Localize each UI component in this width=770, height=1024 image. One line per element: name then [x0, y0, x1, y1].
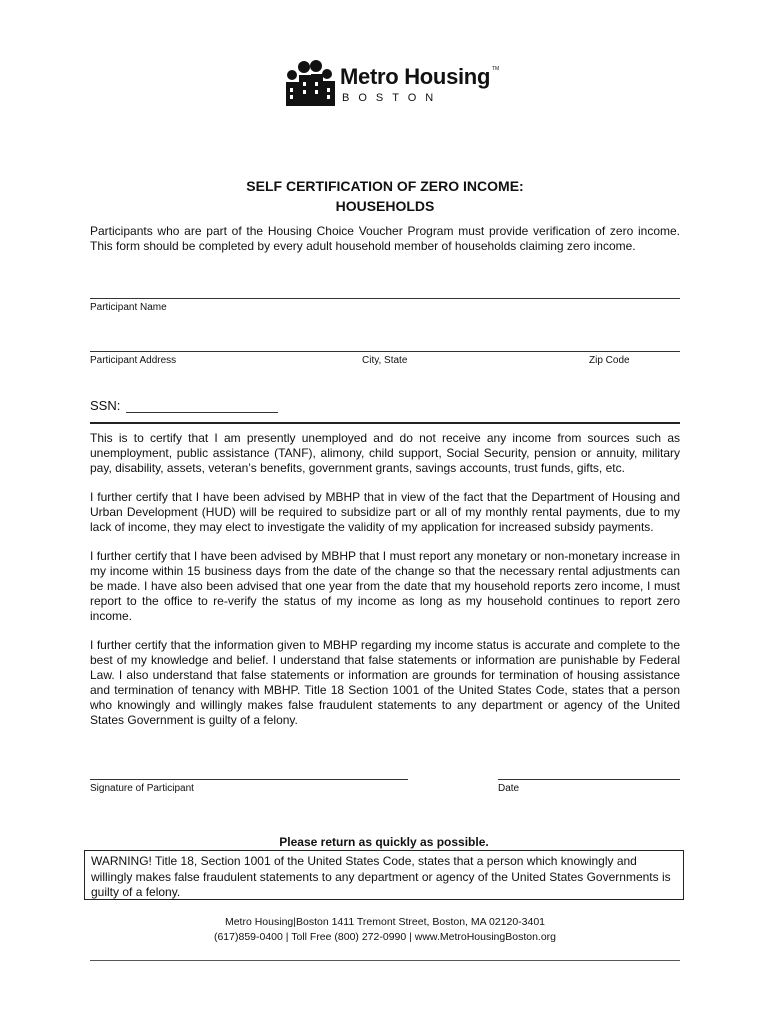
ssn-field[interactable]	[126, 399, 278, 413]
logo-trademark: TM	[492, 66, 500, 72]
zip-code-label: Zip Code	[589, 355, 630, 366]
signature-field[interactable]	[90, 779, 408, 780]
intro-text: Participants who are part of the Housing Choice Voucher Program must provide verification of zero income. This form should be completed by every adult household member of households claiming zero income.	[90, 224, 680, 254]
houses-people-icon	[284, 60, 336, 108]
certification-paragraph-2: I further certify that I have been advised by MBHP that in view of the fact that the Department of Housing and Urban Development (HUD) will be required to subsidize part or all of my monthly rental payments, due to my lack of income, they may elect to investigate the validity of my application for increased subsidy payments.	[90, 490, 680, 535]
participant-address-label: Participant Address	[90, 355, 177, 366]
date-label: Date	[498, 783, 520, 794]
footer-contact: (617)859-0400 | Toll Free (800) 272-0990 | www.MetroHousingBoston.org	[213, 931, 557, 943]
certification-paragraph-1: This is to certify that I am presently unemployed and do not receive any income from sources such as unemployment, public assistance (TANF), alimony, child support, Social Security, pension or annuity, military pay, disability, assets, veteran’s benefits, government grants, savings accounts, trust funds, gifts, etc.	[90, 431, 680, 476]
form-title-line1: SELF CERTIFICATION OF ZERO INCOME:	[246, 178, 524, 194]
date-field[interactable]	[498, 779, 680, 780]
participant-name-field[interactable]	[90, 298, 680, 299]
ssn-label: SSN:	[90, 398, 121, 413]
city-state-label: City, State	[362, 355, 408, 366]
section-divider	[90, 422, 680, 424]
footer-address: Metro Housing|Boston 1411 Tremont Street, Boston, MA 02120-3401	[224, 916, 546, 928]
certification-paragraph-4: I further certify that the information given to MBHP regarding my income status is accurate and complete to the best of my knowledge and belief. I understand that false statements or information are punishable by Federal Law. I also understand that false statements or information are grounds for termination of housing assistance and termination of tenancy with MBHP. Title 18 Section 1001 of the United States Code, states that a person who knowingly and willingly makes false fraudulent statements to any department or agency of the United States Government is guilty of a felony.	[90, 638, 680, 728]
footer-divider	[90, 960, 680, 961]
certification-paragraph-3: I further certify that I have been advised by MBHP that I must report any monetary or non-monetary increase in my income within 15 business days from the date of the change so that the necessary rental adjustments can be made. I have also been advised that one year from the date that my household reports zero income, I must report to the office to re-verify the status of my income as long as my household continues to report zero income.	[90, 549, 680, 624]
participant-name-label: Participant Name	[90, 302, 167, 313]
logo-subtitle: BOSTON	[342, 92, 443, 104]
return-note: Please return as quickly as possible.	[279, 835, 489, 849]
logo-title: Metro Housing	[340, 64, 491, 89]
form-title-line2: HOUSEHOLDS	[335, 198, 435, 214]
warning-box: WARNING! Title 18, Section 1001 of the United States Code, states that a person which knowingly and willingly makes false fraudulent statements to any department or agency of the United States Governments is guilty of a felony.	[84, 850, 684, 900]
signature-label: Signature of Participant	[90, 783, 194, 794]
logo	[284, 60, 504, 108]
ssn-row	[90, 398, 278, 413]
participant-address-field[interactable]	[90, 351, 680, 352]
